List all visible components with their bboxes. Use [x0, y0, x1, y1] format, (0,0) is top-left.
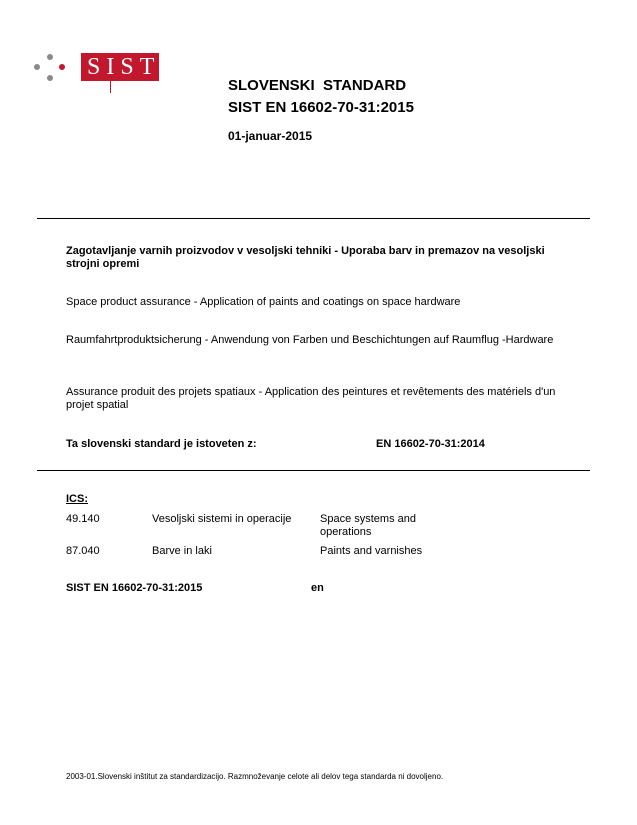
- ics-label: ICS:: [66, 493, 88, 505]
- equivalence-row: [66, 438, 576, 451]
- logo-rule: [110, 81, 111, 93]
- designation-code: SIST EN 16602-70-31:2015: [66, 582, 203, 594]
- ics-slovenian: Vesoljski sistemi in operacije: [152, 513, 292, 525]
- equivalence-label: Ta slovenski standard je istoveten z:: [66, 438, 257, 450]
- top-divider: [37, 218, 590, 219]
- ics-english: Space systems and operations: [320, 513, 416, 538]
- designation-row: [66, 582, 576, 595]
- logo-dots: [34, 52, 74, 84]
- title-slovenian: Zagotavljanje varnih proizvodov v vesoljski tehniki - Uporaba barv in premazov na vesoljski strojni opremi: [66, 245, 545, 270]
- ics-slovenian: Barve in laki: [152, 545, 212, 557]
- logo-dot: [59, 64, 65, 70]
- ics-row: [66, 513, 586, 541]
- ics-english: Paints and varnishes: [320, 545, 423, 557]
- publication-date: 01-januar-2015: [228, 129, 313, 143]
- ics-row: [66, 545, 586, 559]
- logo-dot: [47, 54, 53, 60]
- logo-dot: [47, 75, 53, 81]
- document-type-title: SLOVENSKI STANDARD: [228, 77, 407, 94]
- bottom-divider: [37, 470, 590, 471]
- sist-logo: SIST: [81, 53, 159, 81]
- logo-dot: [34, 64, 40, 70]
- title-french: Assurance produit des projets spatiaux - Application des peintures et revêtements des matériels d'un projet spatial: [66, 386, 556, 411]
- title-german: Raumfahrtproduktsicherung - Anwendung von Farben und Beschichtungen auf Raumflug -Hardware: [66, 334, 554, 346]
- title-english: Space product assurance - Application of paints and coatings on space hardware: [66, 296, 461, 308]
- equivalence-value: EN 16602-70-31:2014: [376, 438, 485, 450]
- ics-code: 87.040: [66, 545, 100, 557]
- designation-language: en: [311, 582, 324, 594]
- copyright-footer: 2003-01.Slovenski inštitut za standardizacijo. Razmnoževanje celote ali delov tega standarda ni dovoljeno.: [66, 772, 444, 781]
- ics-code: 49.140: [66, 513, 100, 525]
- standard-code: SIST EN 16602-70-31:2015: [228, 99, 414, 116]
